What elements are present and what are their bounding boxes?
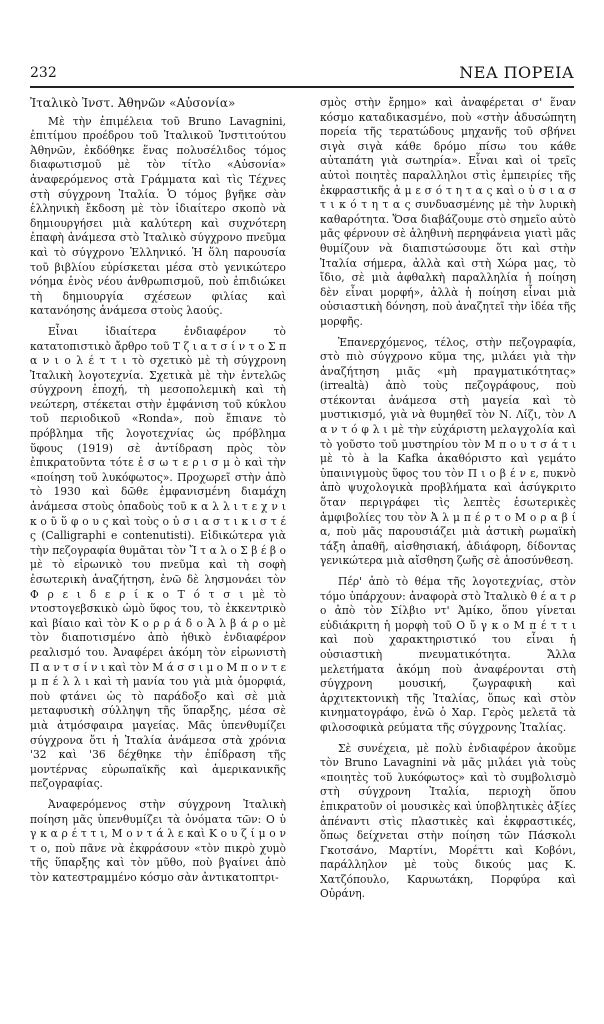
- paragraph: Ἀναφερόμενος στὴν σύγχρονη Ἰταλικὴ ποίηση μᾶς ὑπενθυμίζει τὰ ὀνόματα τῶν: Ο ὐ γ κ α ρ έ τ τ ι, Μ ο ν τ ά λ ε καὶ Κ ο υ ζ ί μ ο ν τ ο, ποὺ πᾶνε νὰ ἐκφράσουν «τὸν πικρὸ χυμὸ τῆς ὕπαρξης καὶ τὸν μῦθο, ποὺ βγαίνει ἀπὸ τὸν κατεστραμμένο κόσμο σὰν ἀντικατοπτρι-: [30, 797, 286, 884]
- paragraph: Εἶναι ἰδιαίτερα ἐνδιαφέρον τὸ κατατοπιστικὸ ἄρθρο τοῦ Τ ζ ι α τ σ ί ν τ ο Σ π α ν ι ο λ έ τ τ ι τὸ σχετικὸ μὲ τὴ σύγχρονη Ἰταλικὴ λογοτεχνία. Σχετικὰ μὲ τὴν ἐντελῶς σύγχρονη ἐποχή, τὴ μεσοπολεμικὴ καὶ τὴ νεώτερη, στέκεται στὴν ἐμφάνιση τοῦ κύκλου τοῦ περιοδικοῦ «Ronda», ποὺ ἔπιανε τὸ πρόβλημα τῆς λογοτεχνίας ὡς πρόβλημα ὕφους (1919) σὲ ἀντίδραση πρὸς τὸν ἐπικρατοῦντα τότε ἐ σ ω τ ε ρ ι σ μ ὸ καὶ τὴν «ποίηση τοῦ λυκόφωτος». Προχωρεῖ στὴν ἀπὸ τὸ 1930 καὶ δῶθε ἐμφανισμένη διαμάχη ἀνάμεσα στοὺς ὁπαδοὺς τοῦ κ α λ λ ι τ ε χ ν ι κ ο ῦ ὕ φ ο υ ς καὶ τοὺς ο ὐ σ ι α σ τ ι κ ι σ τ έ ς (Calligraphi e contenutisti). Εἰδικώτερα γιὰ τὴν πεζογραφία θυμᾶται τὸν Ἴ τ α λ ο Σ β έ β ο μὲ τὸ εἰρωνικὸ του πνεῦμα καὶ τὴ σοφὴ ἐσωτερικὴ ἀναζήτηση, ἐνῶ δὲ λησμονάει τὸν Φ ρ ε ι δ ε ρ ί κ ο Τ ό τ σ ι μὲ τὸ ντοστογεβσκικὸ ὠμὸ ὕφος του, τὸ ἐκκεντρικὸ καὶ βίαιο καὶ τὸν Κ ο ρ ρ ά δ ο Ἀ λ β ά ρ ο μὲ τὸν διαποτισμένο ἀπὸ ἠθικὸ ἐνδιαφέρον ρεαλισμό του. Ἀναφέρει ἀκόμη τὸν εἰρωνιστὴ Π α ν τ σ ί ν ι καὶ τὸν Μ ά σ σ ι μ ο Μ π ο ν τ ε μ π έ λ λ ι καὶ τὴ μανία του γιὰ μιὰ ὁμορφιά, ποὺ φτάνει ὡς τὸ παράδοξο καὶ σὲ μιὰ μεταφυσικὴ σύλληψη τῆς ὕπαρξης, μέσα σὲ μιὰ ἀτμόσφαιρα μαγείας. Μᾶς ὑπενθυμίζει σύγχρονα ὅτι ἡ Ἰταλία ἀνάμεσα στὰ χρόνια '32 καὶ '36 δέχθηκε τὴν ἐπίδραση τῆς μοντέρνας εὐρωπαϊκῆς καὶ ἀμερικανικῆς πεζογραφίας.: [30, 324, 286, 791]
- paragraph: Ἐπανερχόμενος, τέλος, στὴν πεζογραφία, στὸ πιὸ σύγχρονο κῦμα της, μιλάει γιὰ τὴν ἀναζήτηση μιᾶς «μὴ πραγματικότητας» (irrealtà) ἀπὸ τοὺς πεζογράφους, ποὺ στέκονται ἀνάμεσα στὴ μαγεία καὶ τὸ μυστικισμό, γιὰ νὰ θυμηθεῖ τὸν Ν. Λίζι, τὸν Λ α ν τ ό φ λ ι μὲ τὴν εὐχάριστη μελαγχολία καὶ τὸ γοῦστο τοῦ μυστηρίου τὸν Μ π ο υ τ σ ά τ ι μὲ τὸ à la Kafka ἀκαθόριστο καὶ γεμάτο ὑπαινιγμοὺς ὕφος του τὸν Π ι ο β έ ν ε, πυκνὸ ἀπὸ ψυχολογικὰ προβλήματα καὶ ἀσύγκριτο ὅταν περιγράφει τὶς λεπτὲς ἐσωτερικὲς ἀμφιβολίες του τὸν Ἀ λ μ π έ ρ τ ο Μ ο ρ α β ί α, ποὺ μᾶς παρουσιάζει μιὰ ἀστικὴ ρωμαϊκὴ τάξη ἀπαθῆ, αἰσθησιακή, ἀδιάφορη, δίδοντας γενικώτερα μιὰ αἴσθηση ζωῆς σὲ ἀποσύνθεση.: [320, 335, 576, 568]
- page-header: [30, 64, 574, 88]
- right-column: [320, 96, 576, 1012]
- header-rule: [30, 86, 574, 88]
- journal-title: ΝΕΑ ΠΟΡΕΙΑ: [459, 63, 574, 82]
- paragraph: Σὲ συνέχεια, μὲ πολὺ ἐνδιαφέρον ἀκοῦμε τὸν Bruno Lavagnini νὰ μᾶς μιλάει γιὰ τοὺς «ποιητὲς τοῦ λυκόφωτος» καὶ τὸ συμβολισμὸ στὴ σύγχρονη Ἰταλία, περιοχὴ ὅπου ἐπικρατοῦν οἱ μουσικὲς καὶ ὑποβλητικὲς ἀξίες ἀπέναντι στὶς πλαστικὲς καὶ ἐκφραστικές, ὅπως δείχνεται στὴν ποίηση τῶν Πάσκολι Γκοτσάνο, Μαρτίνι, Μορέττι καὶ Κοβόνι, παράλληλον μὲ τοὺς δικούς μας Κ. Χατζόπουλο, Καρυωτάκη, Πορφύρα καὶ Οὐράνη.: [320, 741, 576, 901]
- page-number: 232: [30, 65, 57, 81]
- article-body: [30, 96, 576, 1016]
- paragraph: Πέρ' ἀπὸ τὸ θέμα τῆς λογοτεχνίας, στὸν τόμο ὑπάρχουν: ἀναφορὰ στὸ Ἰταλικὸ θ έ α τ ρ ο ἀπὸ τὸν Σίλβιο ντ' Ἀμίκο, ὅπου γίνεται εὐδιάκριτη ἡ μορφὴ τοῦ Ο ὔ γ κ ο Μ π έ τ τ ι καὶ ποὺ χαρακτηριστικό του εἶναι ἡ οὐσιαστικὴ πνευματικότητα. Ἄλλα μελετήματα ἀκόμη ποὺ ἀναφέρονται στὴ σύγχρονη μουσική, ζωγραφικὴ καὶ ἀρχιτεκτονικὴ τῆς Ἰταλίας, ὅπως καὶ στὸν κινηματογράφο, ἐνῶ ὁ Χαρ. Γερὸς μελετᾶ τὰ φιλοσοφικὰ ρεύματα τῆς σύγχρονης Ἰταλίας.: [320, 575, 576, 734]
- left-column: [30, 96, 286, 1012]
- paragraph: Μὲ τὴν ἐπιμέλεια τοῦ Bruno Lavagnini, ἐπιτίμου προέδρου τοῦ Ἰταλικοῦ Ἰνστιτούτου Ἀθηνῶν, ἐκδόθηκε ἕνας πολυσέλιδος τόμος διαφωτισμοῦ μὲ τὸν τίτλο «Αὐσονία» ἀναφερόμενος στὰ Γράμματα καὶ τὶς Τέχνες στὴ σύγχρονη Ἰταλία. Ὁ τόμος βγῆκε σὰν ἑλληνικὴ ἔκδοση μὲ τὸν ἰδιαίτερο σκοπὸ νὰ δημιουργήσει μιὰ καλύτερη καὶ συχνότερη ἐπαφὴ ἀνάμεσα στὸ Ἰταλικὸ σύγχρονο πνεῦμα καὶ τὸ σύγχρονο Ἑλληνικό. Ἡ ὅλη παρουσία τοῦ βιβλίου εὑρίσκεται μέσα στὸ γενικώτερο νόημα ἑνὸς νέου ἀνθρωπισμοῦ, ποὺ ἐπιδιώκει τὴ δημιουργία σχέσεων φιλίας καὶ κατανόησης ἀνάμεσα στοὺς λαούς.: [30, 114, 286, 318]
- paragraph: σμὸς στὴν ἔρημο» καὶ ἀναφέρεται σ' ἕναν κόσμο καταδικασμένο, ποὺ «στὴν ἀδυσώπητη πορεία τῆς τερατώδους μηχανῆς τοῦ σβήνει σιγὰ σιγὰ κάθε δρόμο πίσω του κάθε αὐταπάτη γιὰ σωτηρία». Εἶναι καὶ οἱ τρεῖς αὐτοὶ ποιητὲς παραλληλοι στὶς ἐμπειρίες τῆς ἐκφραστικῆς ἀ μ ε σ ό τ η τ α ς καὶ ο ὐ σ ι α σ τ ι κ ό τ η τ α ς συνδυασμένης μὲ τὴν λυρικὴ καθαρότητα. Ὅσα διαβάζουμε στὸ σημεῖο αὐτὸ μᾶς φέρνουν σὲ ἀληθινὴ περηφάνεια γιατὶ μᾶς θυμίζουν νὰ διαπιστώσουμε ὅτι καὶ στὴν Ἰταλία σήμερα, ἀλλὰ καὶ στὴ Χώρα μας, τὸ ἴδιο, σὲ μιὰ ἀφθαλκὴ παραλληλία ἡ ποίηση δὲν εἶναι μορφή», ἀλλὰ ἡ ποίηση εἶναι μιὰ οὐσιαστικὴ δόνηση, ποὺ ἀναζητεῖ τὴν ἰδέα τῆς μορφῆς.: [320, 96, 576, 328]
- section-title: Ἰταλικὸ Ἰνστ. Ἀθηνῶν «Αὐσονία»: [30, 96, 236, 110]
